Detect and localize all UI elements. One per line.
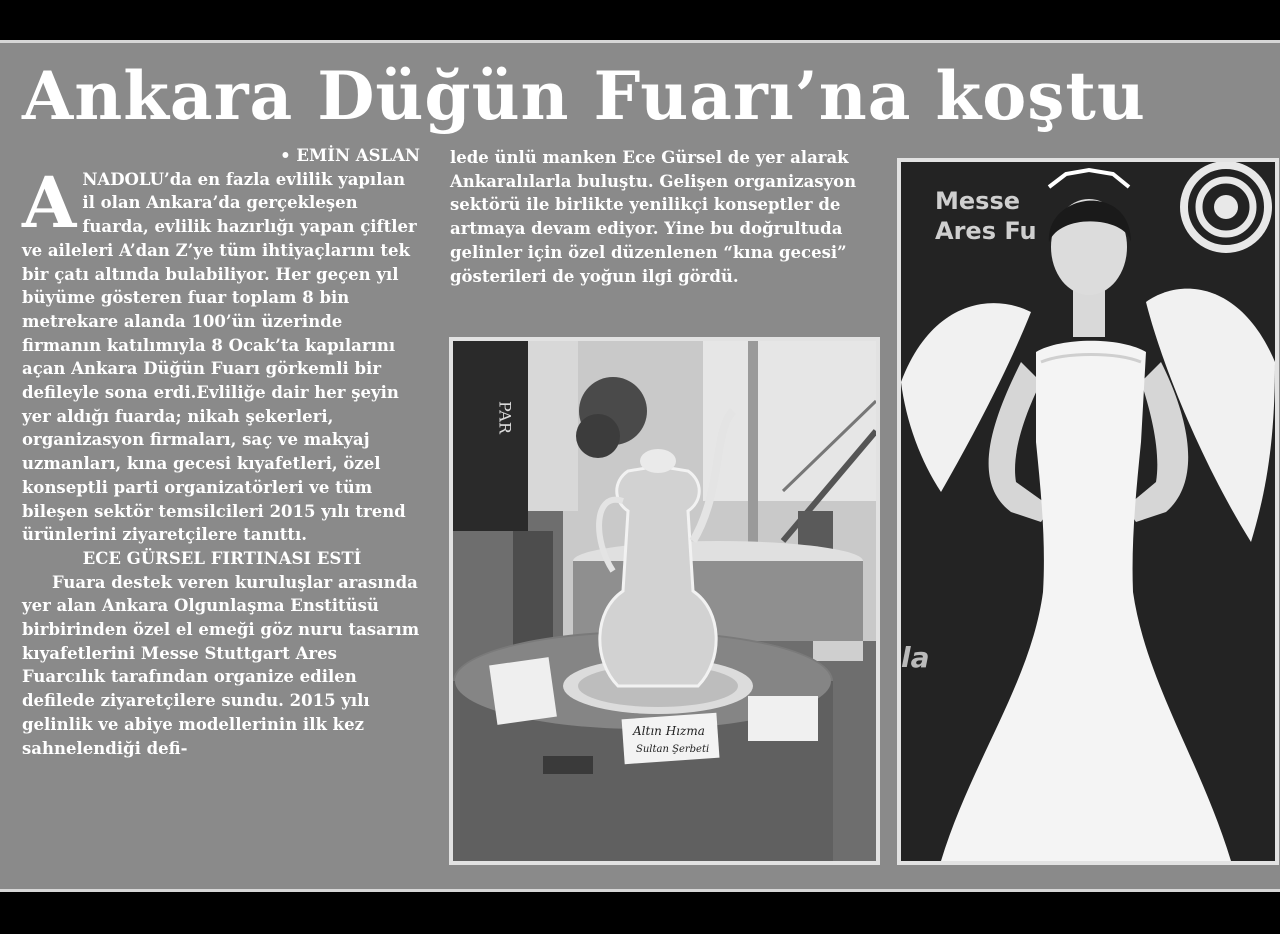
continuation-paragraph: lede ünlü manken Ece Gürsel de yer alarak Ankaralılarla buluştu. Gelişen organizasyon sektörü ile birlikte yenilikçi konseptler de artmaya devam ediyor. Yine bu doğrultuda gelinler için özel düzenlenen “kına gecesi” gösterileri de yoğun ilgi gördü. (450, 148, 857, 286)
newspaper-page (0, 40, 1280, 892)
model-image (901, 162, 1275, 861)
backdrop-text-3: la (901, 641, 930, 674)
sign-line-2: Sultan Şerbeti (636, 744, 710, 755)
lead-text: NADOLU’da en fazla evlilik yapılan il olan Ankara’da gerçekleşen fuarda, evlilik hazırlığı yapan çiftler ve aileleri A’dan Z’ye tüm ihtiyaçlarını tek bir çatı altında bulabiliyor. Her geçen yıl büyüme gösteren fuar toplam 8 bin metrekare alanda 100’ün üzerinde firmanın katılımıyla 8 Ocak’ta kapılarını açan Ankara Düğün Fuarı görkemli bir defileyle sona erdi.Evliliğe dair her şeyin yer aldığı fuarda; nikah şekerleri, organizasyon firmaları, saç ve makyaj uzmanları, kına gecesi kıyafetleri, özel konseptli parti organizatörleri ve tüm bileşen sektör temsilcileri 2015 yılı trend ürünlerini ziyaretçilere tanıttı. (22, 169, 417, 545)
fair-table-image (453, 341, 876, 861)
sign-line-1: Altın Hızma (633, 724, 705, 738)
lead-paragraph (22, 160, 422, 547)
byline: • EMİN ASLAN (280, 146, 420, 165)
backdrop-text-2: Ares Fu (935, 217, 1037, 245)
article-column-1 (22, 144, 422, 760)
subheading: ECE GÜRSEL FIRTINASI ESTİ (82, 548, 362, 568)
article-column-2 (450, 146, 860, 288)
banner-text: PAR (495, 401, 515, 434)
photo-model (897, 158, 1279, 865)
backdrop-text-1: Messe (935, 187, 1021, 215)
photo-fair-table (449, 337, 880, 865)
headline: Ankara Düğün Fuarı’na koştu (22, 57, 1146, 135)
body-paragraph: Fuara destek veren kuruluşlar arasında yer alan Ankara Olgunlaşma Enstitüsü birbirinden özel el emeği göz nuru tasarım kıyafetlerini Messe Stuttgart Ares Fuarcılık tarafından organize edilen defilede ziyaretçilere sundu. 2015 yılı gelinlik ve abiye modellerinin ilk kez sahnelendiği defi- (22, 572, 420, 758)
drop-cap: A (22, 160, 77, 244)
